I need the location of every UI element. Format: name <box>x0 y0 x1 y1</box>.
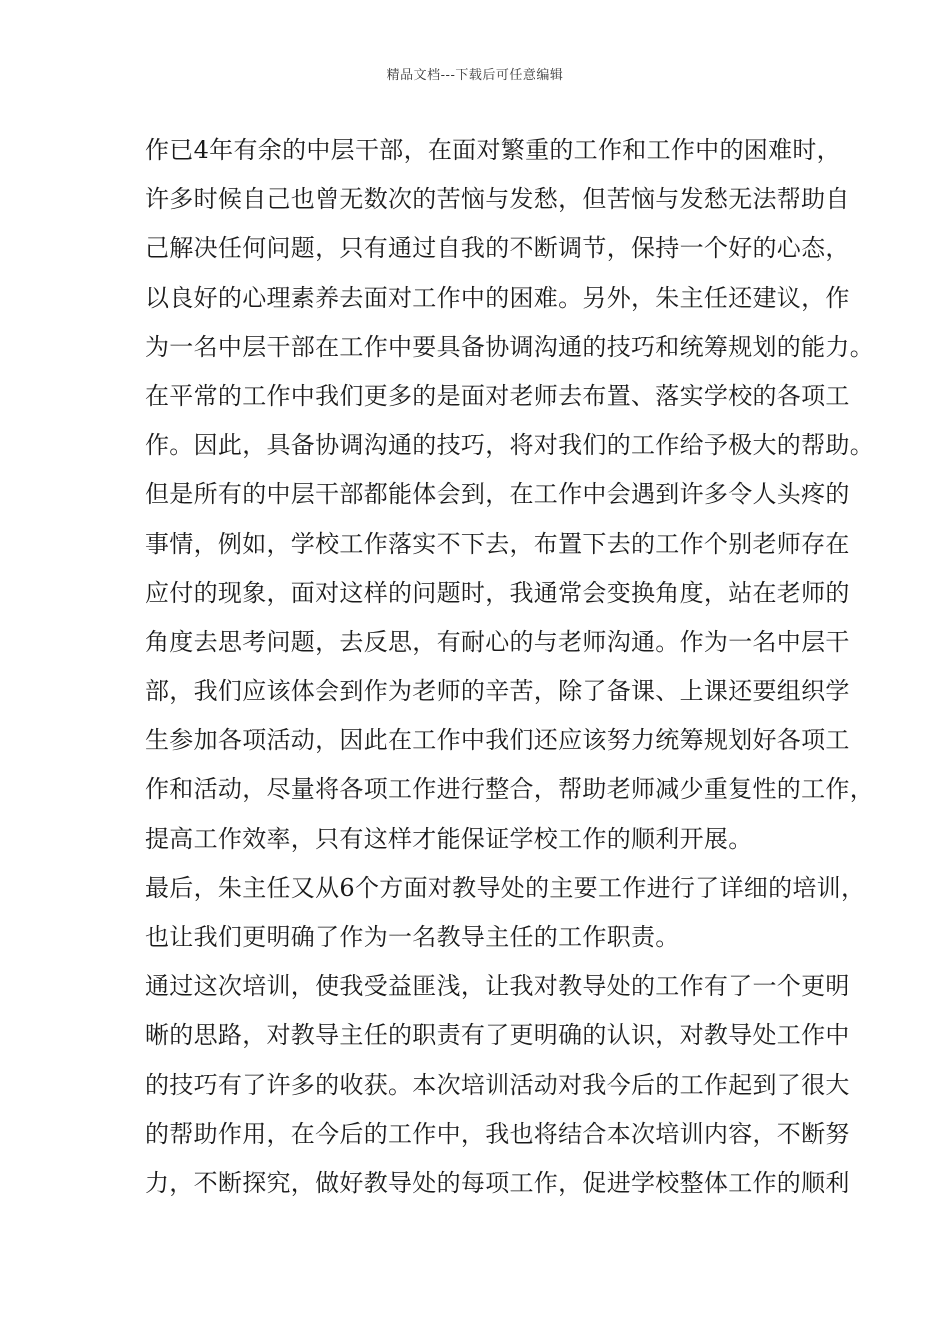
text-line: 在平常的工作中我们更多的是面对老师去布置、落实学校的各项工 <box>145 381 850 410</box>
text-line: 事情，例如，学校工作落实不下去，布置下去的工作个别老师存在 <box>145 529 850 558</box>
document-body <box>145 126 874 1208</box>
text-line: 应付的现象，面对这样的问题时，我通常会变换角度，站在老师的 <box>145 578 850 607</box>
text-line: 以良好的心理素养去面对工作中的困难。另外，朱主任还建议，作 <box>145 283 850 312</box>
text-line: 晰的思路，对教导主任的职责有了更明确的认识，对教导处工作中 <box>145 1021 850 1050</box>
page-header: 精品文档---下载后可任意编辑 <box>386 68 564 83</box>
text-line: 也让我们更明确了作为一名教导主任的工作职责。 <box>145 923 680 951</box>
text-line: 提高工作效率，只有这样才能保证学校工作的顺利开展。 <box>145 824 753 853</box>
text-line: 为一名中层干部在工作中要具备协调沟通的技巧和统筹规划的能力。 <box>145 332 874 361</box>
text-line: 许多时候自己也曾无数次的苦恼与发愁，但苦恼与发愁无法帮助自 <box>145 185 850 214</box>
text-line: 但是所有的中层干部都能体会到，在工作中会遇到许多令人头疼的 <box>145 480 850 509</box>
text-line: 的帮助作用，在今后的工作中，我也将结合本次培训内容，不断努 <box>145 1119 850 1148</box>
text-line: 作已4年有余的中层干部，在面对繁重的工作和工作中的困难时， <box>145 136 841 164</box>
text-line: 通过这次培训，使我受益匪浅，让我对教导处的工作有了一个更明 <box>145 972 850 1001</box>
text-line: 作。因此，具备协调沟通的技巧，将对我们的工作给予极大的帮助。 <box>145 431 874 460</box>
text-line: 己解决任何问题，只有通过自我的不断调节，保持一个好的心态， <box>145 234 850 263</box>
text-line: 力，不断探究，做好教导处的每项工作，促进学校整体工作的顺利 <box>145 1168 850 1197</box>
text-line: 最后，朱主任又从6个方面对教导处的主要工作进行了详细的培训， <box>145 873 866 902</box>
text-line: 生参加各项活动，因此在工作中我们还应该努力统筹规划好各项工 <box>145 726 850 755</box>
text-line: 角度去思考问题，去反思，有耐心的与老师沟通。作为一名中层干 <box>145 627 850 656</box>
text-line: 部，我们应该体会到作为老师的辛苦，除了备课、上课还要组织学 <box>145 677 850 706</box>
text-line: 作和活动，尽量将各项工作进行整合，帮助老师减少重复性的工作， <box>145 775 874 804</box>
text-line: 的技巧有了许多的收获。本次培训活动对我今后的工作起到了很大 <box>145 1070 850 1099</box>
